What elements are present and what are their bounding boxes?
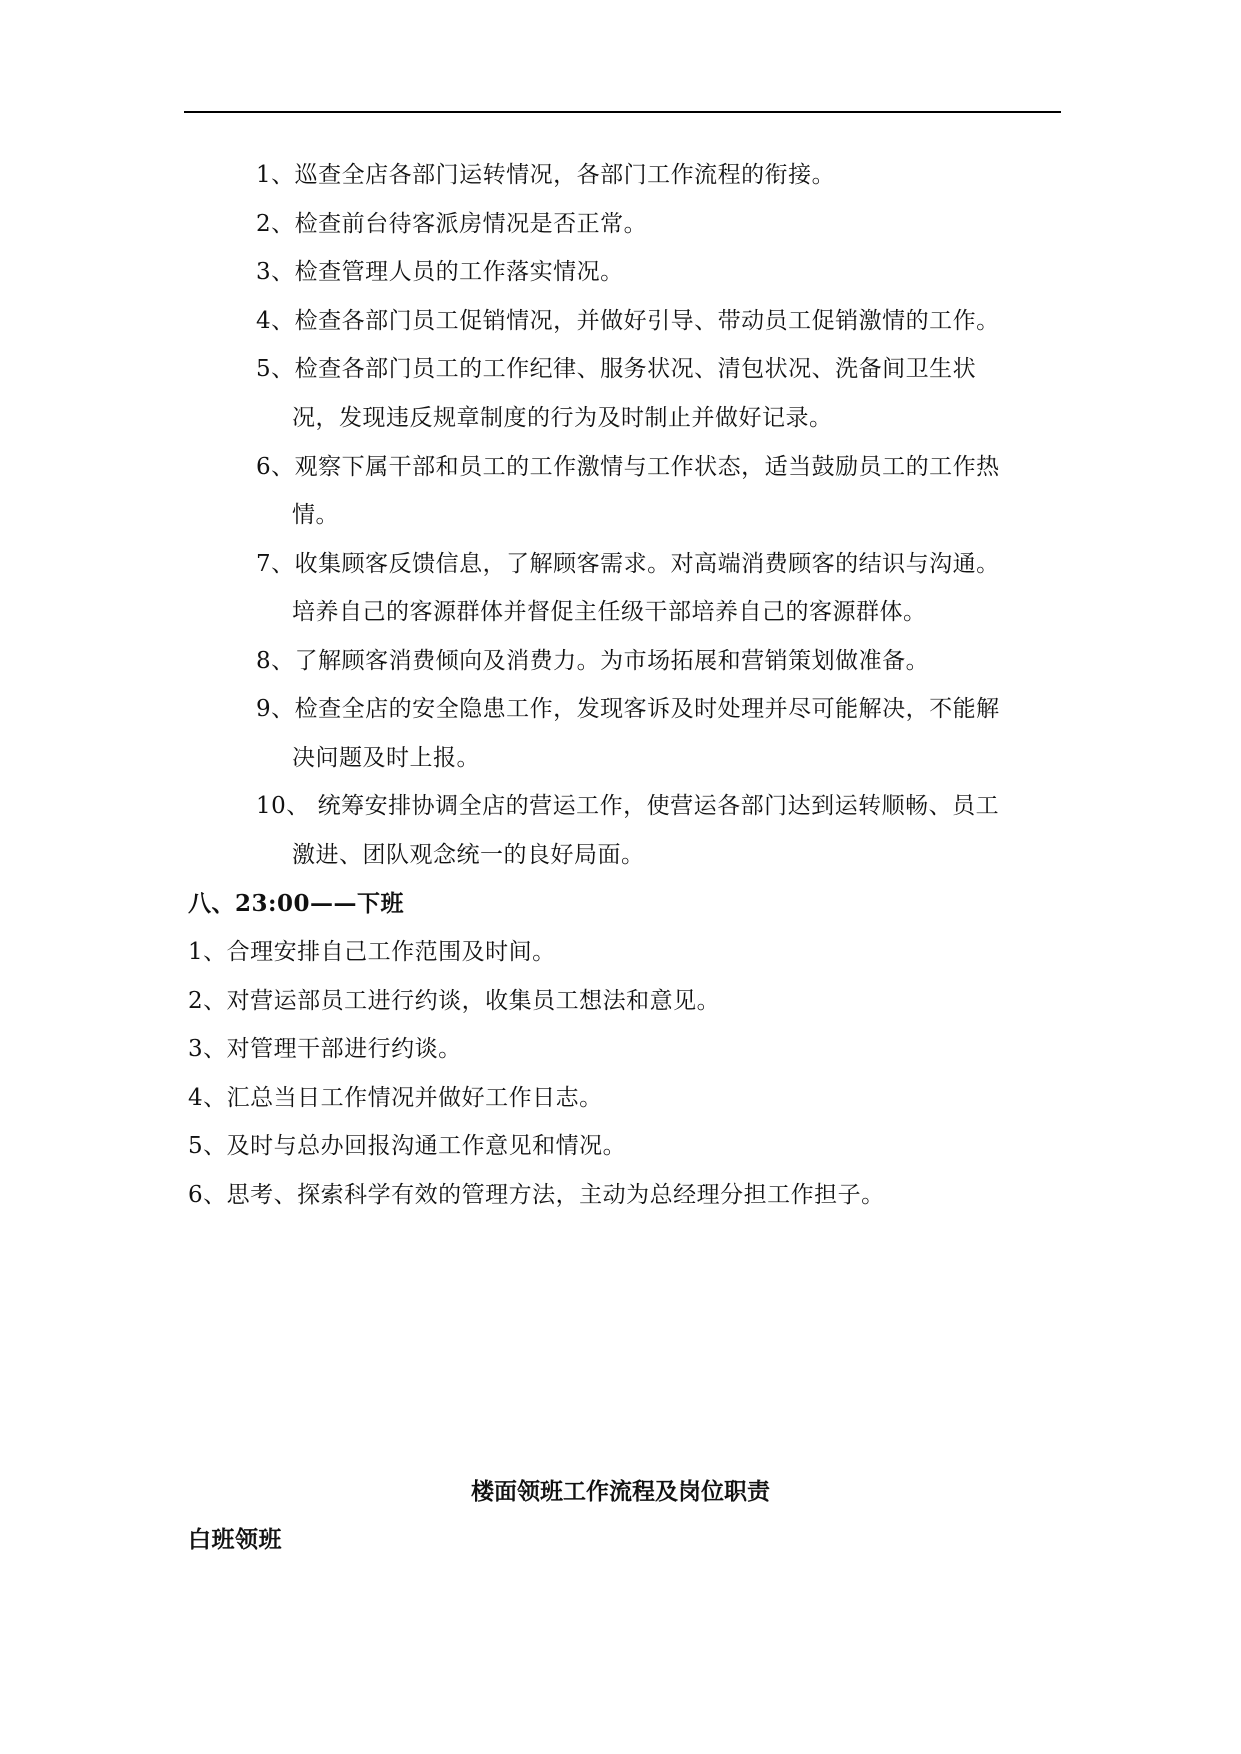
- list-item: 5、检查各部门员工的工作纪律、服务状况、清包状况、洗备间卫生状: [256, 356, 977, 382]
- list-item-continuation: 培养自己的客源群体并督促主任级干部培养自己的客源群体。: [292, 599, 927, 625]
- list-item: 1、巡查全店各部门运转情况，各部门工作流程的衔接。: [256, 162, 836, 188]
- header-rule: [184, 111, 1061, 113]
- list-item: 3、对管理干部进行约谈。: [188, 1036, 462, 1062]
- list-item: 2、检查前台待客派房情况是否正常。: [256, 211, 648, 237]
- document-title: 楼面领班工作流程及岗位职责: [471, 1478, 770, 1505]
- list-item: 6、观察下属干部和员工的工作激情与工作状态，适当鼓励员工的工作热: [256, 454, 1000, 480]
- subheading: 白班领班: [188, 1526, 282, 1553]
- list-item: 1、合理安排自己工作范围及时间。: [188, 939, 556, 965]
- list-item: 10、 统筹安排协调全店的营运工作，使营运各部门达到运转顺畅、员工: [256, 793, 1000, 819]
- list-item: 5、及时与总办回报沟通工作意见和情况。: [188, 1133, 627, 1159]
- list-item: 7、收集顾客反馈信息，了解顾客需求。对高端消费顾客的结识与沟通。: [256, 551, 1000, 577]
- list-item: 3、检查管理人员的工作落实情况。: [256, 259, 624, 285]
- list-item-continuation: 激进、团队观念统一的良好局面。: [292, 842, 645, 868]
- list-item: 4、检查各部门员工促销情况，并做好引导、带动员工促销激情的工作。: [256, 308, 1000, 334]
- list-item-continuation: 决问题及时上报。: [292, 745, 480, 771]
- list-item: 2、对营运部员工进行约谈，收集员工想法和意见。: [188, 988, 721, 1014]
- list-item-continuation: 况，发现违反规章制度的行为及时制止并做好记录。: [292, 405, 833, 431]
- list-item: 4、汇总当日工作情况并做好工作日志。: [188, 1085, 603, 1111]
- section-heading: 八、23:00——下班: [188, 890, 405, 917]
- list-item: 6、思考、探索科学有效的管理方法，主动为总经理分担工作担子。: [188, 1182, 885, 1208]
- list-item: 8、了解顾客消费倾向及消费力。为市场拓展和营销策划做准备。: [256, 648, 930, 674]
- list-item-continuation: 情。: [292, 502, 339, 528]
- list-item: 9、检查全店的安全隐患工作，发现客诉及时处理并尽可能解决，不能解: [256, 696, 1000, 722]
